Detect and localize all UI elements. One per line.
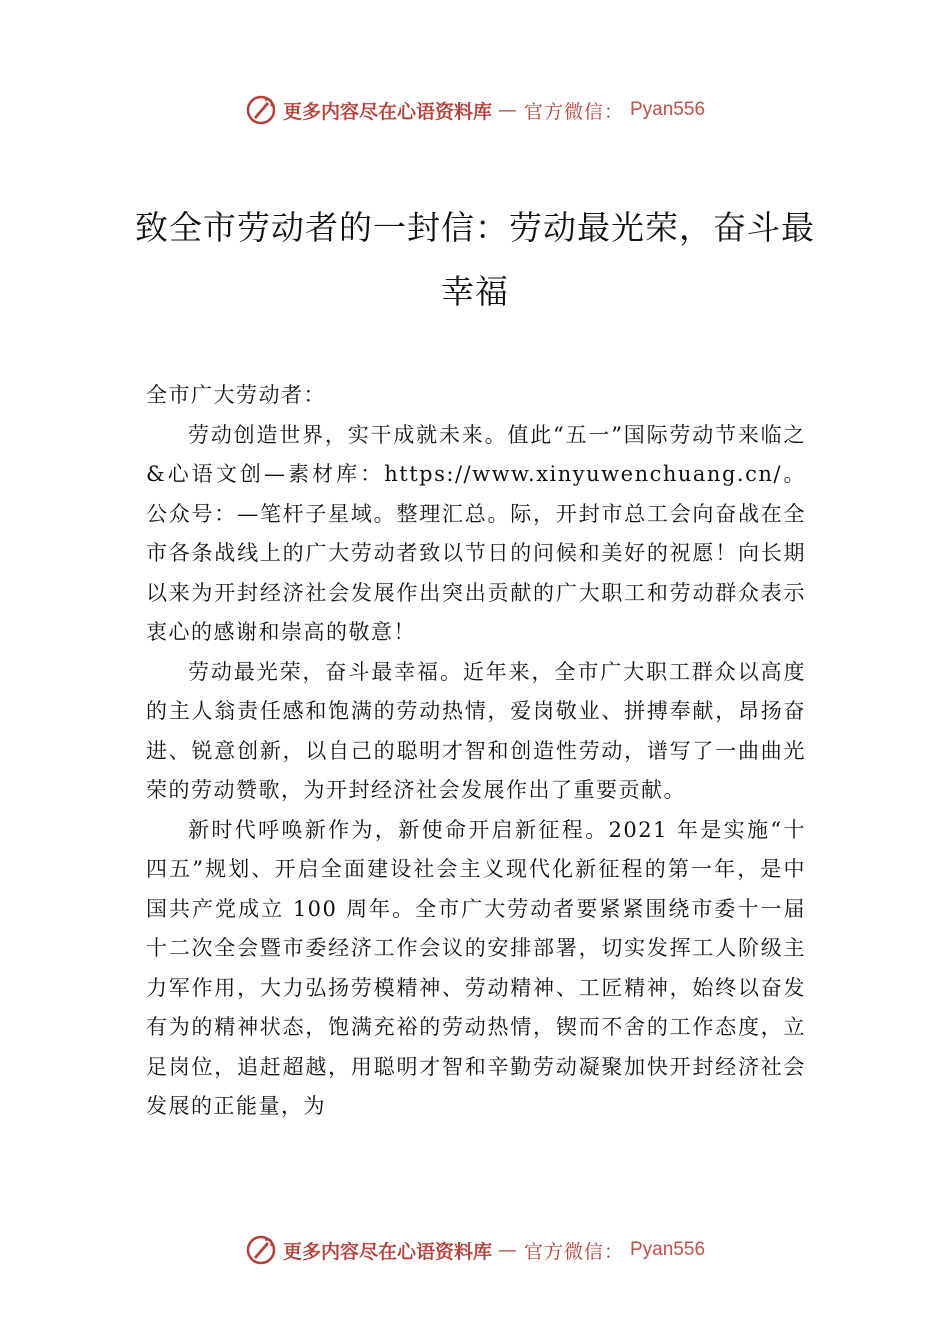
watermark-main-text: 更多内容尽在心语资料库: [282, 100, 492, 123]
salutation: 全市广大劳动者：: [146, 383, 326, 407]
quill-seal-icon: [245, 94, 277, 126]
watermark-dash: —: [497, 1239, 518, 1261]
quill-seal-icon: [245, 1234, 277, 1266]
paragraph-2: 劳动最光荣，奋斗最幸福。近年来，全市广大职工群众以高度的主人翁责任感和饱满的劳动热情，爱岗敬业、拼搏奉献，昂扬奋进、锐意创新，以自己的聪明才智和创造性劳动，谱写了一曲曲光荣的劳动赞歌，为开封经济社会发展作出了重要贡献。: [146, 659, 806, 802]
document-body: [146, 376, 806, 1127]
footer-watermark: [0, 1234, 950, 1266]
watermark-main-text: 更多内容尽在心语资料库: [282, 1240, 492, 1263]
watermark-label: 官方微信：: [523, 100, 624, 123]
watermark-label: 官方微信：: [523, 1240, 624, 1263]
watermark-wechat-id: Pyan556: [630, 1239, 706, 1260]
paragraph-3: 新时代呼唤新作为，新使命开启新征程。2021 年是实施“十四五”规划、开启全面建设社会主义现代化新征程的第一年，是中国共产党成立 100 周年。全市广大劳动者要紧紧围绕市委十一届十二次全会暨市委经济工作会议的安排部署，切实发挥工人阶级主力军作用，大力弘扬劳模精神、劳动精神、工匠精神，始终以奋发有为的精神状态，饱满充裕的劳动热情，锲而不舍的工作态度，立足岗位，追赶超越，用聪明才智和辛勤劳动凝聚加快开封经济社会发展的正能量，为: [146, 817, 806, 1118]
header-watermark: [0, 94, 950, 126]
paragraph-1: 劳动创造世界，实干成就未来。值此“五一”国际劳动节来临之&心语文创—素材库：https://www.xinyuwenchuang.cn/。公众号：—笔杆子星域。整理汇总。际，开封市总工会向奋战在全市各条战线上的广大劳动者致以节日的问候和美好的祝愿！向长期以来为开封经济社会发展作出突出贡献的广大职工和劳动群众表示衷心的感谢和崇高的敬意！: [146, 422, 806, 644]
document-title: 致全市劳动者的一封信：劳动最光荣，奋斗最幸福: [135, 208, 815, 311]
watermark-dash: —: [497, 99, 518, 121]
watermark-wechat-id: Pyan556: [630, 99, 706, 120]
